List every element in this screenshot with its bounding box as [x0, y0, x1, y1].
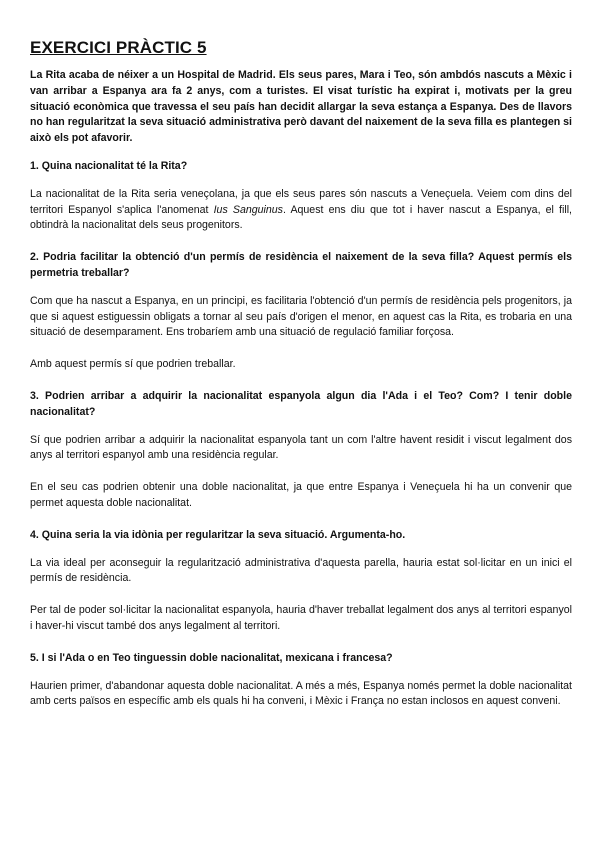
answer-2-paragraph-1: Com que ha nascut a Espanya, en un principi, es facilitaria l'obtenció d'un permís de residència pels progenitors, ja que si aquest estiguessin obligats a tornar al seu país d'origen el menor, en aquest cas la Rita, es trobaria en una situació de desemparament. Ens trobaríem amb una situació de regulació familiar forçosa. — [30, 294, 572, 339]
question-5: 5. I si l'Ada o en Teo tinguessin doble nacionalitat, mexicana i francesa? — [30, 651, 393, 664]
answer-3-paragraph-2: En el seu cas podrien obtenir una doble nacionalitat, ja que entre Espanya i Veneçuela hi ha un convenir que permet aquesta doble nacionalitat. — [30, 481, 572, 509]
question-4: 4. Quina seria la via idònia per regularitzar la seva situació. Argumenta-ho. — [30, 528, 406, 541]
question-2: 2. Podria facilitar la obtenció d'un permís de residència el naixement de la seva filla? Aquest permís els permetria treballar? — [30, 251, 572, 279]
intro-paragraph: La Rita acaba de néixer a un Hospital de Madrid. Els seus pares, Mara i Teo, són ambdós nascuts a Mèxic i van arribar a Espanya ara fa 2 anys, com a turistes. El visat turístic ha expirat i, motivats per la greu situació econòmica que travessa el seu país han decidit allargar la seva estança a Espanya. Des de llavors no han regularitzat la seva situació administrativa però davant del naixement de la seva filla es plantegen si això els pot afavorir. — [30, 69, 572, 145]
answer-2-paragraph-2: Amb aquest permís sí que podrien treballar. — [30, 358, 236, 371]
question-3: 3. Podrien arribar a adquirir la nacionalitat espanyola algun dia l'Ada i el Teo? Com? I tenir doble nacionalitat? — [30, 389, 572, 418]
answer-1-text-start: La nacionalitat de la Rita seria veneçolana, ja que els seus pares són nascuts a Veneçuela. Veiem com dins del territori Espanyol s'aplica l'anomenat — [30, 187, 572, 216]
answer-5-paragraph-1: Haurien primer, d'abandonar aquesta doble nacionalitat. A més a més, Espanya només permet la doble nacionalitat amb certs països en específic amb els quals hi ha conveni, i Mèxic i França no estan inclosos en aquest conveni. — [30, 679, 572, 708]
page-title: EXERCICI PRÀCTIC 5 — [30, 38, 207, 57]
answer-1-paragraph-1 — [30, 187, 572, 234]
answer-3-paragraph-1: Sí que podrien arribar a adquirir la nacionalitat espanyola tant un com l'altre havent residit i viscut legalment dos anys al territori espanyol amb una residència regular. — [30, 433, 572, 462]
question-1: 1. Quina nacionalitat té la Rita? — [30, 159, 188, 172]
answer-1-latin-term: Ius Sanguinus — [213, 203, 283, 216]
answer-1-text-end: . Aquest ens diu que tot i haver nascut a Espanya, el fill, obtindrà la nacionalitat dels seus progenitors. — [30, 203, 572, 232]
answer-4-paragraph-1: La via ideal per aconseguir la regularització administrativa d'aquesta parella, hauria estat sol·licitar en un inici el permís de residència. — [30, 556, 572, 585]
answer-4-paragraph-2: Per tal de poder sol·licitar la nacionalitat espanyola, hauria d'haver treballat legalment dos anys al territori espanyol i haver-hi viscut també dos anys legalment al territori. — [30, 604, 572, 632]
